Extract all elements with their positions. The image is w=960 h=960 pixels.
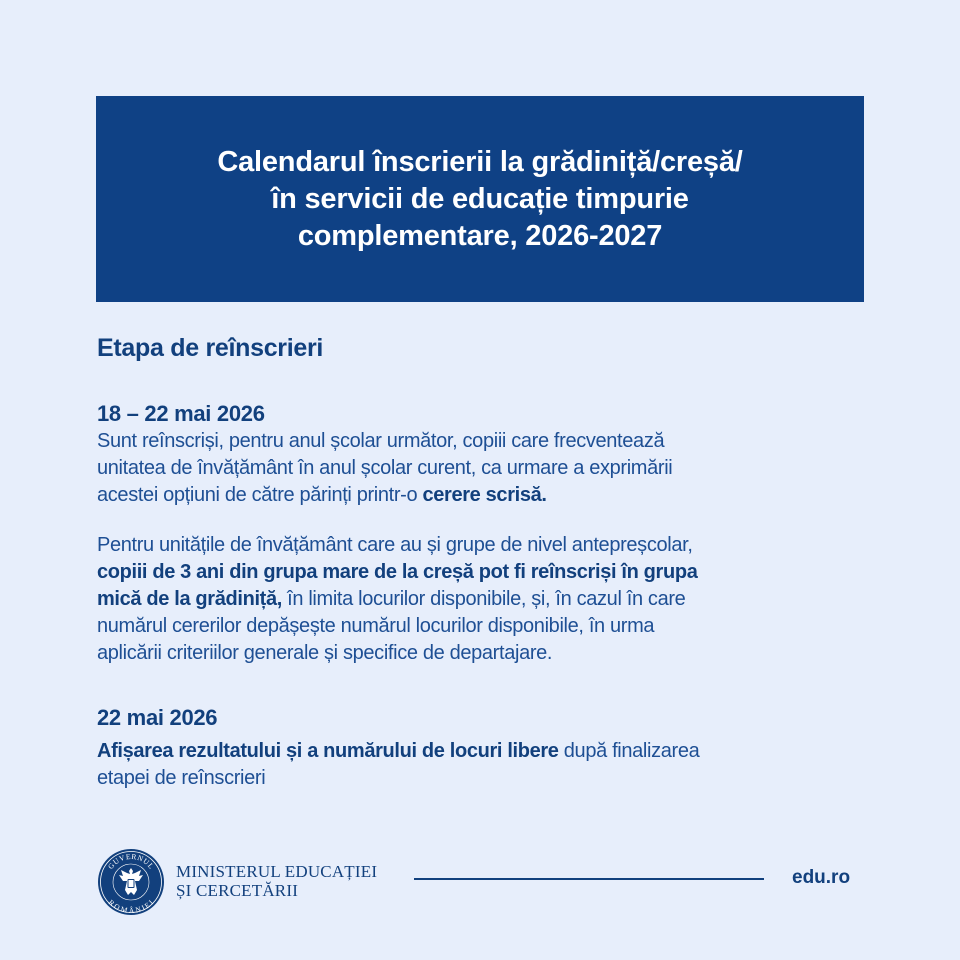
text-segment: acestei opțiuni de către părinți printr-o [97, 484, 423, 506]
ministry-line-1: MINISTERUL EDUCAȚIEI [176, 862, 378, 881]
text-line: unitatea de învățământ în anul școlar curent, ca urmare a exprimării [97, 457, 673, 479]
title-banner [96, 96, 864, 302]
seal-bottom-text: ROMÂNIEI [106, 897, 156, 916]
text-line [97, 586, 877, 613]
text-line: Pentru unitățile de învățământ care au și grupe de nivel antepreșcolar, [97, 534, 693, 556]
section-title: Etapa de reînscrieri [97, 334, 324, 362]
bold-text: Afișarea rezultatului și a numărului de locuri libere [97, 740, 559, 762]
stage1-paragraph-2 [97, 532, 877, 667]
text-line: Sunt reînscriși, pentru anul școlar următor, copiii care frecventează [97, 430, 665, 452]
text-line [97, 738, 877, 765]
website-link[interactable]: edu.ro [792, 867, 851, 888]
text-segment: în limita locurilor disponibile, și, în cazul în care [281, 588, 686, 610]
text-line [97, 559, 877, 586]
footer-divider [414, 878, 764, 880]
bold-text: cerere scrisă. [422, 484, 547, 506]
title-line-3: complementare, 2026-2027 [297, 219, 663, 252]
stage2-date: 22 mai 2026 [97, 705, 218, 730]
text-line: numărul cererilor depășește numărul locurilor disponibile, în urma [97, 615, 655, 637]
stage1-paragraph-1 [97, 428, 877, 509]
text-line: etapei de reînscrieri [97, 767, 266, 789]
stage1-date: 18 – 22 mai 2026 [97, 401, 265, 426]
text-line [97, 482, 877, 509]
text-segment: după finalizarea [558, 740, 700, 762]
bold-text: mică de la grădiniță, [97, 588, 282, 610]
ministry-name [176, 862, 377, 900]
text-line: aplicării criteriilor generale și specifice de departajare. [97, 642, 553, 664]
title-line-1: Calendarul înscrierii la grădiniță/creșă/ [217, 145, 743, 178]
government-seal-icon [97, 848, 165, 916]
stage2-paragraph [97, 738, 877, 792]
bold-text: copiii de 3 ani din grupa mare de la creșă pot fi reînscriși în grupa [97, 561, 698, 583]
title-line-2: în servicii de educație timpurie [271, 182, 689, 215]
page-title [217, 144, 742, 255]
ministry-line-2: ȘI CERCETĂRII [176, 881, 299, 900]
seal-top-text: GUVERNUL [105, 851, 157, 871]
